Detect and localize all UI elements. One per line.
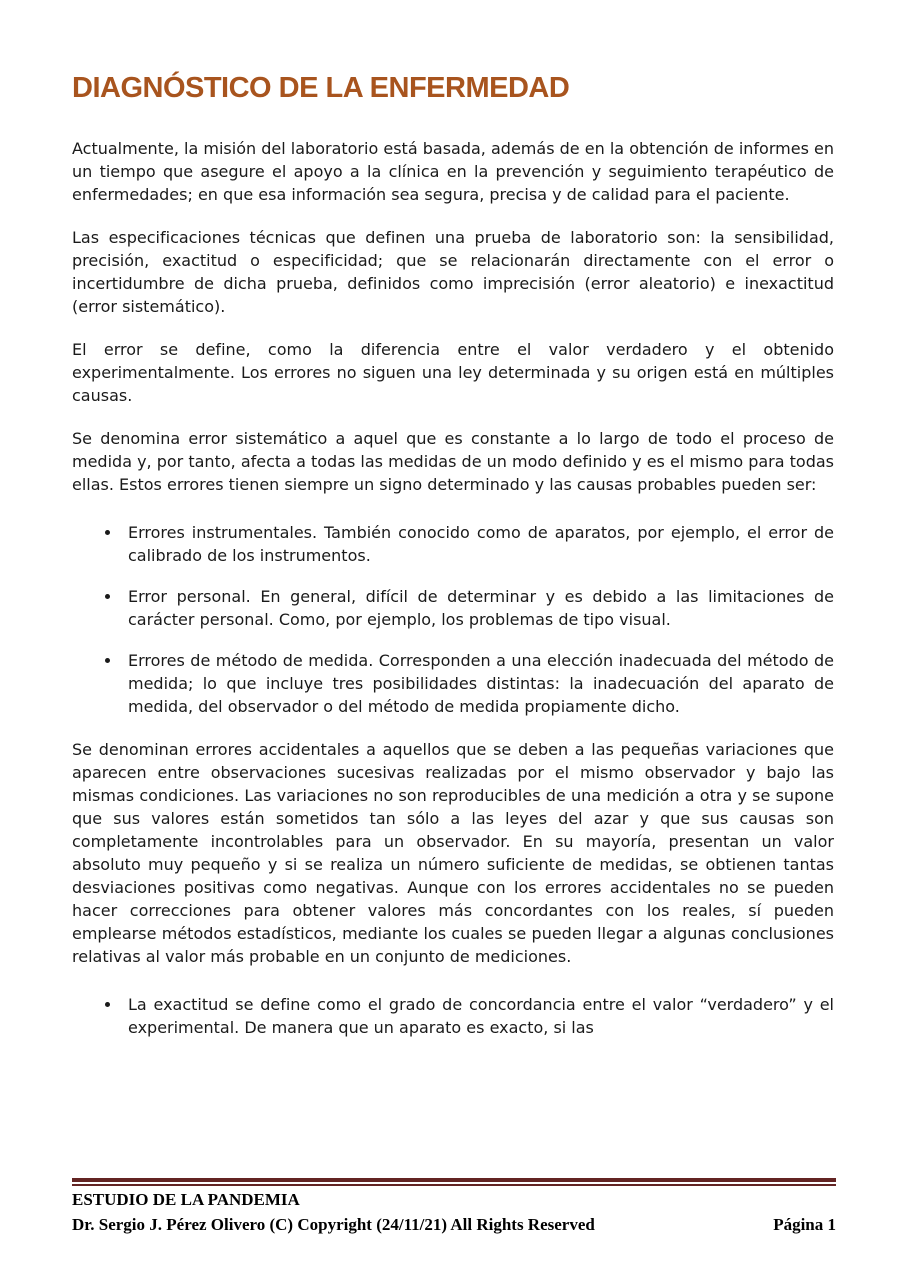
list-item	[128, 521, 834, 567]
bullet-icon	[105, 530, 110, 535]
bullet-list-errores-sistematicos	[72, 521, 834, 718]
list-item-text: Error personal. En general, difícil de determinar y es debido a las limitaciones de carácter personal. Como, por ejemplo, los problemas de tipo visual.	[128, 587, 834, 629]
paragraph-error-sistematico: Se denomina error sistemático a aquel que es constante a lo largo de todo el proceso de medida y, por tanto, afecta a todas las medidas de un modo definido y es el mismo para todas ellas. Estos errores tienen siempre un signo determinado y las causas probables pueden ser:	[72, 429, 834, 494]
list-item	[128, 993, 834, 1039]
footer-copyright-row	[72, 1214, 836, 1236]
paragraph-especificaciones: Las especificaciones técnicas que definen una prueba de laboratorio son: la sensibilidad, precisión, exactitud o especificidad; que se relacionarán directamente con el error o incertidumbre de dicha prueba, definidos como imprecisión (error aleatorio) e inexactitud (error sistemático).	[72, 228, 834, 316]
page-footer	[72, 1178, 836, 1236]
paragraph-errores-accidentales: Se denominan errores accidentales a aquellos que se deben a las pequeñas variaciones que aparecen entre observaciones sucesivas realizadas por el mismo observador y bajo las mismas condiciones. Las variaciones no son reproducibles de una medición a otra y se supone que sus valores están sometidos tan sólo a las leyes del azar y que sus causas son completamente incontrolables para un observador. En su mayoría, presentan un valor absoluto muy pequeño y si se realiza un número suficiente de medidas, se obtienen tantas desviaciones positivas como negativas. Aunque con los errores accidentales no se pueden hacer correcciones para obtener valores más concordantes con los reales, sí pueden emplearse métodos estadísticos, mediante los cuales se pueden llegar a algunas conclusiones relativas al valor más probable en un conjunto de mediciones.	[72, 740, 834, 966]
list-item	[128, 649, 834, 718]
bullet-icon	[105, 1002, 110, 1007]
list-item-text: Errores instrumentales. También conocido como de aparatos, por ejemplo, el error de calibrado de los instrumentos.	[128, 523, 834, 565]
bullet-list-exactitud	[72, 993, 834, 1039]
paragraph-definicion-error: El error se define, como la diferencia entre el valor verdadero y el obtenido experimentalmente. Los errores no siguen una ley determinada y su origen está en múltiples causas.	[72, 340, 834, 405]
document-content	[72, 72, 834, 1059]
paragraph-laboratorio: Actualmente, la misión del laboratorio está basada, además de en la obtención de informes en un tiempo que asegure el apoyo a la clínica en la prevención y seguimiento terapéutico de enfermedades; en que esa información sea segura, precisa y de calidad para el paciente.	[72, 139, 834, 204]
footer-copyright: Dr. Sergio J. Pérez Olivero (C) Copyright (24/11/21) All Rights Reserved	[72, 1215, 595, 1234]
list-item-text: La exactitud se define como el grado de concordancia entre el valor “verdadero” y el experimental. De manera que un aparato es exacto, si las	[128, 995, 834, 1037]
list-item	[128, 585, 834, 631]
bullet-icon	[105, 658, 110, 663]
bullet-icon	[105, 594, 110, 599]
list-item-text: Errores de método de medida. Corresponden a una elección inadecuada del método de medida; lo que incluye tres posibilidades distintas: la inadecuación del aparato de medida, del observador o del método de medida propiamente dicho.	[128, 651, 834, 716]
footer-page-number: Página 1	[773, 1215, 836, 1234]
page-title: DIAGNÓSTICO DE LA ENFERMEDAD	[72, 72, 570, 104]
footer-rule	[72, 1178, 836, 1186]
footer-study-title: ESTUDIO DE LA PANDEMIA	[72, 1190, 300, 1209]
